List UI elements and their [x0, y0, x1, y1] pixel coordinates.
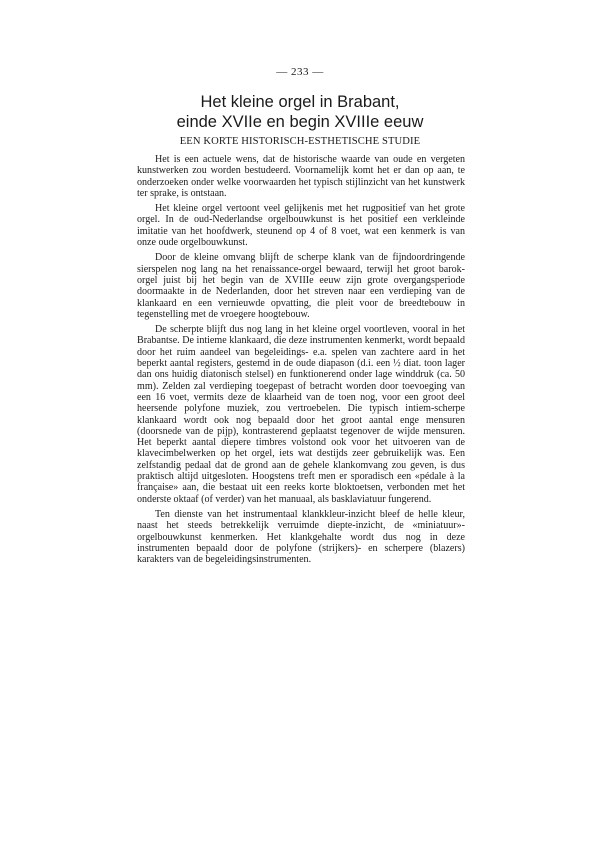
- title-line-1: Het kleine orgel in Brabant,: [200, 93, 400, 111]
- paragraph-5: Ten dienste van het instrumentaal klankkleur-inzicht bleef de helle kleur, naast het steeds betrekkelijk verruimde diepte-inzicht, de «miniatuur»-orgelbouwkunst kenmerken. Het klankgehalte wordt dus nog in deze instrumenten bepaald door de polyfone (strijkers)- en scherpere (blazers) karakters van de begeleidingsinstrumenten.: [137, 508, 465, 566]
- paragraph-3: Door de kleine omvang blijft de scherpe klank van de fijndoordringende sierspelen nog lang na het renaissance-orgel bewaard, terwijl het groot barok-orgel juist bij het begin van de XVIIIe eeuw zijn grote overgangsperiode doormaakte in de Nederlanden, door het streven naar een verdieping van de klankaard en een vernieuwde opvatting, die pleit voor de breedtebouw in tegenstelling met de vroegere hoogtebouw.: [137, 252, 465, 320]
- paragraph-1: Het is een actuele wens, dat de historische waarde van oude en vergeten kunstwerken zou worden bestudeerd. Voornamelijk komt het er dan op aan, te onderzoeken onder welke voorwaarden het typisch stijlinzicht van het kunstwerk ter sprake, is ontstaan.: [137, 154, 465, 199]
- article-subtitle: EEN KORTE HISTORISCH-ESTHETISCHE STUDIE: [179, 136, 421, 147]
- paragraph-2: Het kleine orgel vertoont veel gelijkenis met het rugpositief van het grote orgel. In de oud-Nederlandse orgelbouwkunst is het positief een verkleinde imitatie van het hoofdwerk, steunend op 4 of 8 voet, wat een kenmerk is van onze oude orgelbouwkunst.: [137, 203, 465, 249]
- article-title: [0, 92, 600, 132]
- article-body: [137, 154, 465, 569]
- page-number: — 233 —: [276, 66, 324, 78]
- paragraph-4: De scherpte blijft dus nog lang in het kleine orgel voortleven, vooral in het Brabantse. De intieme klankaard, die deze instrumenten kenmerkt, wordt bepaald door het ruim aandeel van begeleidings- e.a. spelen van zachtere aard in het beperkt aantal registers, gestemd in de oude diapason (d.i. een ½ diat. toon lager dan ons huidig diatonisch stelsel) en funktionerend onder lage winddruk (ca. 50 mm). Zelden zal verdieping toegepast of betracht worden door toevoeging van een 16 voet, vermits deze de klaarheid van de toen nog, voor een groot deel heersende polyfone muziek, zou vertroebelen. Die typisch intiem-scherpe klankaard wordt ook nog bepaald door het groot aantal enge mensuren (doorsnede van de pijp), kontrasterend geplaatst tegenover de wijde mensuren. Het beperkt aantal diepere timbres volstond ook voor het uitvoeren van de klavecimbelwerken op het orgel, iets wat destijds zeer gebruikelijk was. Een zelfstandig pedaal dat de grond aan de gehele klankomvang zou geven, is dus praktisch altijd uitgesloten. Hoogstens treft men er sporadisch een «pédale à la française» aan, die bestaat uit een reeks korte bloktoetsen, verbonden met het onderste oktaaf (of verder) van het manuaal, als basklaviatuur fungerend.: [137, 324, 465, 505]
- title-line-2: einde XVIIe en begin XVIIIe eeuw: [176, 113, 424, 131]
